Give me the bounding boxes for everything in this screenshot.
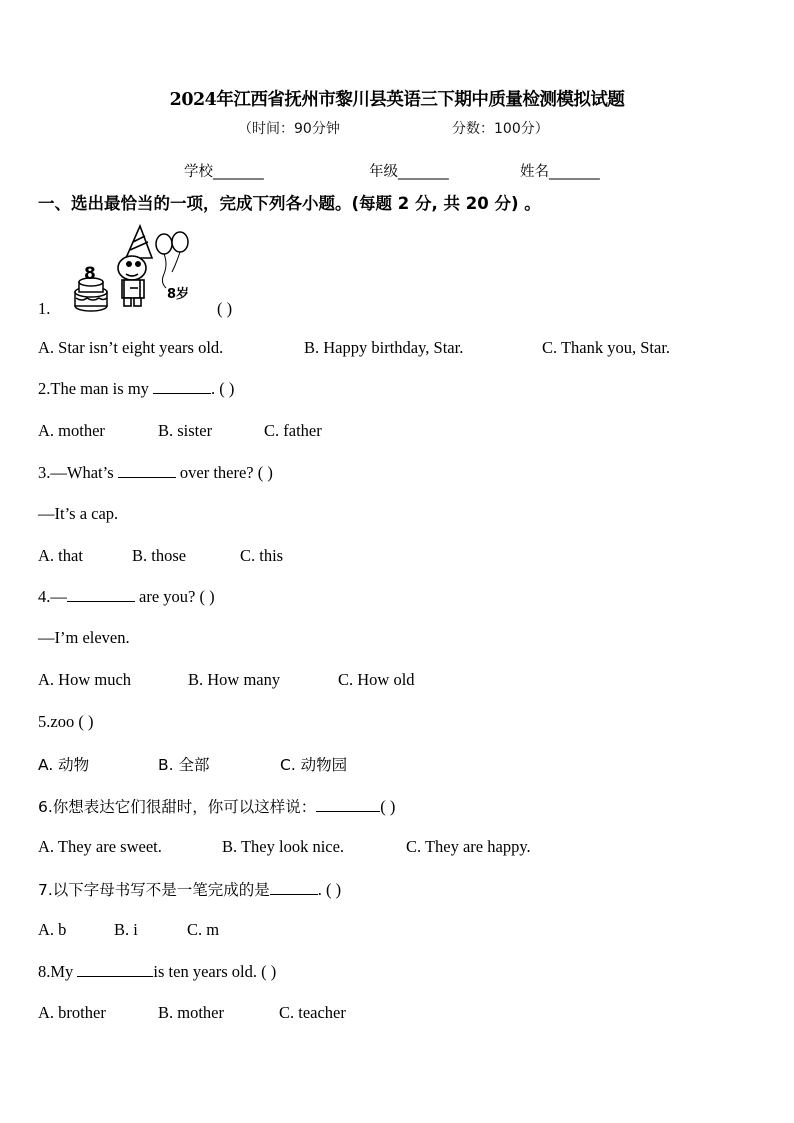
q2-option-b: B. sister <box>158 421 213 440</box>
q3-option-b: B. those <box>132 546 187 565</box>
boy-figure-icon <box>118 226 152 306</box>
q5-option-b: B. 全部 <box>158 756 210 774</box>
q7-stem <box>38 878 341 900</box>
q2-answer-blank[interactable] <box>153 392 211 394</box>
q3-stem-after: over there? ( ) <box>179 463 273 482</box>
q6-option-c: C. They are happy. <box>406 837 531 856</box>
q1-option-a: A. Star isn’t eight years old. <box>38 338 224 357</box>
q4-stem-after: are you? ( ) <box>139 587 215 606</box>
grade-field: 年级_______ <box>369 164 449 180</box>
q3-reply: —It’s a cap. <box>38 504 119 523</box>
exam-score: 分数：100分） <box>452 121 549 137</box>
q8-option-b: B. mother <box>158 1003 224 1022</box>
school-field: 学校_______ <box>184 164 264 180</box>
q1-option-b: B. Happy birthday, Star. <box>304 338 464 357</box>
q8-option-c: C. teacher <box>279 1003 346 1022</box>
q6-stem-after: ( ) <box>380 797 396 816</box>
q4-option-c: C. How old <box>338 670 415 689</box>
q6-answer-blank[interactable] <box>316 810 380 812</box>
q7-stem-after: . ( ) <box>317 880 342 899</box>
cake-number: 8 <box>84 264 96 284</box>
q7-answer-blank[interactable] <box>270 893 318 895</box>
q4-reply: —I’m eleven. <box>38 628 130 647</box>
q1-option-c: C. Thank you, Star. <box>542 338 671 357</box>
q5-option-a: A. 动物 <box>38 756 90 774</box>
q4-option-b: B. How many <box>188 670 281 689</box>
page-title: 2024年江西省抚州市黎川县英语三下期中质量检测模拟试题 <box>169 90 625 110</box>
q8-stem-after: is ten years old. ( ) <box>153 962 277 981</box>
q3-option-c: C. this <box>240 546 284 565</box>
age-label: 8岁 <box>167 287 190 302</box>
q2-option-c: C. father <box>264 421 322 440</box>
q6-option-a: A. They are sweet. <box>38 837 162 856</box>
q2-stem-before: 2.The man is my <box>38 379 149 398</box>
q6-stem-before: 6.你想表达它们很甜时，你可以这样说： <box>38 798 317 816</box>
q3-stem-before: 3.—What’s <box>38 463 114 482</box>
q7-option-c: C. m <box>187 920 220 939</box>
section-title: 一、选出最恰当的一项，完成下列各小题。(每题 2 分, 共 20 分) 。 <box>38 194 541 213</box>
q2-option-a: A. mother <box>38 421 105 440</box>
q4-answer-blank[interactable] <box>67 600 135 602</box>
q3-stem <box>38 463 273 483</box>
q5-stem: 5.zoo ( ) <box>38 712 94 731</box>
balloons-icon <box>156 232 188 288</box>
exam-time: （时间：90分钟 <box>238 121 340 137</box>
q6-option-b: B. They look nice. <box>222 837 345 856</box>
q8-answer-blank[interactable] <box>77 975 153 977</box>
q8-stem-before: 8.My <box>38 962 74 981</box>
q4-stem <box>38 587 215 607</box>
q4-option-a: A. How much <box>38 670 132 689</box>
q3-answer-blank[interactable] <box>118 476 176 478</box>
q1-number: 1. <box>38 299 51 318</box>
q7-option-b: B. i <box>114 920 138 939</box>
q2-stem <box>38 379 234 399</box>
q1-answer-paren: ( ) <box>217 299 233 318</box>
q6-stem <box>38 795 395 817</box>
q3-option-a: A. that <box>38 546 83 565</box>
q4-stem-before: 4.— <box>38 587 67 606</box>
q5-option-c: C. 动物园 <box>280 756 348 774</box>
birthday-illustration <box>72 224 222 316</box>
q2-stem-after: . ( ) <box>211 379 235 398</box>
name-field: 姓名_______ <box>520 164 600 180</box>
q8-stem <box>38 962 276 982</box>
q7-stem-before: 7.以下字母书写不是一笔完成的是 <box>38 881 270 899</box>
q8-option-a: A. brother <box>38 1003 106 1022</box>
q7-option-a: A. b <box>38 920 67 939</box>
